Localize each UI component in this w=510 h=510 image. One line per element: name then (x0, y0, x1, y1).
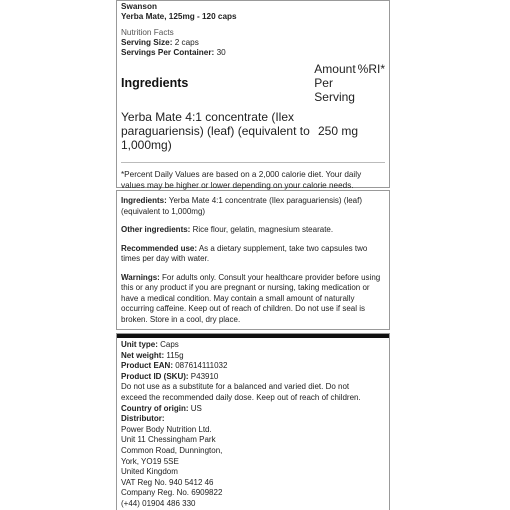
table-header (121, 62, 385, 104)
details-panel (116, 190, 390, 330)
unit-type-label: Unit type: (121, 340, 158, 349)
distributor-line: Power Body Nutrition Ltd. (121, 424, 212, 434)
country-value: US (188, 403, 202, 413)
notice-line: exceed the recommended daily dose. Keep out of reach of children. (121, 392, 361, 402)
distributor-line: Unit 11 Chessingham Park (121, 435, 216, 445)
ingredients-text: Yerba Mate 4:1 concentrate (Ilex paraguariensis) (leaf) (equivalent to 1,000mg) (121, 196, 362, 216)
net-weight (121, 351, 385, 362)
product-name: Yerba Mate, 125mg - 120 caps (121, 12, 237, 21)
ingredients-heading: Ingredients (121, 76, 189, 90)
distributor-line: United Kingdom (121, 467, 178, 477)
servings-per-container (121, 48, 385, 58)
notice-line: Do not use as a substitute for a balanced and varied diet. Do not (121, 382, 350, 392)
product-ean-label: Product EAN: (121, 361, 173, 371)
recommended-use-label: Recommended use: (121, 243, 198, 253)
warnings-paragraph (121, 273, 385, 326)
serving-size (121, 38, 385, 48)
other-ingredients-paragraph (121, 225, 385, 236)
unit-type-value: Caps (157, 340, 179, 349)
amount-heading-line-2: Per (314, 76, 333, 90)
other-ingredients-label: Other ingredients: (121, 225, 191, 234)
amount-heading-line-1: Amount (314, 62, 356, 76)
ingredients-paragraph (121, 196, 385, 217)
amount-heading-line-3: Serving (314, 90, 355, 104)
net-weight-label: Net weight: (121, 350, 165, 360)
product-info-panel (116, 333, 390, 510)
distributor-label: Distributor: (121, 414, 165, 424)
product-sku-label: Product ID (SKU): (121, 371, 189, 381)
serving-size-label: Serving Size: (121, 38, 173, 47)
distributor-line: Company Reg. No. 6909822 (121, 488, 223, 498)
product-ean (121, 361, 385, 372)
facts-title: Nutrition Facts (121, 28, 174, 37)
ingredients-label: Ingredients: (121, 196, 167, 205)
ri-heading: %RI* (357, 62, 385, 76)
serving-size-value: 2 caps (174, 38, 199, 47)
warnings-label: Warnings: (121, 272, 160, 282)
recommended-use-text: As a dietary supplement, take two capsules two times per day with water. (121, 243, 368, 263)
brand-name: Swanson (121, 2, 157, 11)
recommended-use-paragraph (121, 244, 385, 265)
distributor-line: Common Road, Dunnington, (121, 445, 223, 455)
other-ingredients-text: Rice flour, gelatin, magnesium stearate. (190, 225, 334, 234)
product-ean-value: 087614111032 (173, 361, 228, 371)
nutrition-panel (116, 0, 390, 188)
servings-value: 30 (216, 48, 226, 57)
distributor-line: VAT Reg No. 940 5412 46 (121, 477, 214, 487)
table-row (121, 110, 385, 152)
distributor-line: (+44) 01904 486 330 (121, 498, 196, 508)
warnings-text: For adults only. Consult your healthcare provider before using this or any product if you are pregnant or nursing, taking medication or have a medical condition. May contain a small amount of naturally occurring caffeine. Keep out of reach of children. Do not use if seal is broken. Store in a cool, dry place. (121, 272, 381, 324)
country-label: Country of origin: (121, 403, 189, 413)
footnote: *Percent Daily Values are based on a 2,000 calorie diet. Your daily values may be higher or lower depending on your calorie needs. (121, 162, 385, 191)
country-of-origin (121, 404, 385, 415)
product-sku-value: P43910 (188, 371, 219, 381)
distributor-line: York, YO19 5SE (121, 456, 179, 466)
product-sku (121, 372, 385, 383)
amount-heading (314, 62, 355, 104)
ingredient-amount: 250 mg (318, 124, 359, 138)
unit-type (121, 340, 385, 351)
net-weight-value: 115g (164, 350, 184, 360)
divider (117, 334, 389, 338)
ingredient-name: Yerba Mate 4:1 concentrate (Ilex paraguariensis) (leaf) (equivalent to 1,000mg) (121, 110, 310, 152)
servings-label: Servings Per Container: (121, 48, 215, 57)
